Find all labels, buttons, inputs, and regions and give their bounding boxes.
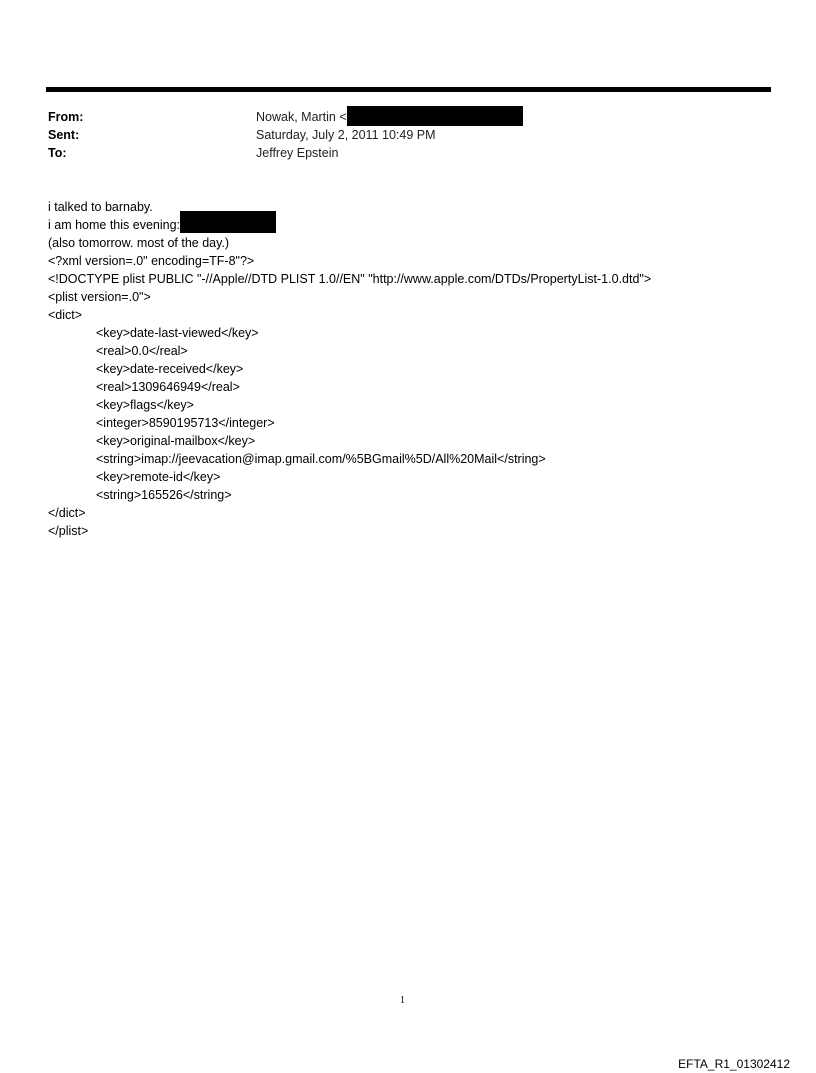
from-value [256, 108, 523, 126]
email-header [48, 108, 768, 162]
body-line: i talked to barnaby. [48, 200, 153, 214]
to-row [48, 144, 768, 162]
sent-label: Sent: [48, 128, 80, 142]
body-line: <plist version=.0"> [48, 290, 151, 304]
body-line [48, 216, 768, 234]
body-line: <string>imap://jeevacation@imap.gmail.com/%5BGmail%5D/All%20Mail</string> [96, 452, 546, 466]
body-text: i am home this evening: [48, 218, 181, 232]
page-number: 1 [400, 995, 405, 1006]
body-line: (also tomorrow. most of the day.) [48, 236, 230, 250]
body-line: <key>date-received</key> [96, 362, 244, 376]
redaction-box [180, 211, 276, 233]
body-line: </plist> [48, 524, 89, 538]
to-value: Jeffrey Epstein [256, 146, 339, 160]
sent-row [48, 126, 768, 144]
body-line: <key>original-mailbox</key> [96, 434, 256, 448]
to-label: To: [48, 146, 67, 160]
body-line: <real>0.0</real> [96, 344, 188, 358]
sent-value: Saturday, July 2, 2011 10:49 PM [256, 128, 436, 142]
bates-stamp: EFTA_R1_01302412 [678, 1057, 790, 1071]
body-line: <string>165526</string> [96, 488, 232, 502]
body-line: <real>1309646949</real> [96, 380, 240, 394]
body-line: <key>remote-id</key> [96, 470, 221, 484]
body-line: <dict> [48, 308, 83, 322]
redaction-box [347, 106, 523, 126]
body-line: </dict> [48, 506, 86, 520]
body-line: <key>flags</key> [96, 398, 194, 412]
from-label: From: [48, 110, 84, 124]
email-body [48, 198, 768, 540]
from-row [48, 108, 768, 126]
body-line: <key>date-last-viewed</key> [96, 326, 259, 340]
body-line: <integer>8590195713</integer> [96, 416, 275, 430]
body-line: <!DOCTYPE plist PUBLIC "-//Apple//DTD PLIST 1.0//EN" "http://www.apple.com/DTDs/PropertyList-1.0.dtd"> [48, 272, 652, 286]
body-line: <?xml version=.0" encoding=TF-8"?> [48, 254, 255, 268]
header-rule [46, 87, 771, 92]
from-name: Nowak, Martin < [256, 110, 347, 124]
